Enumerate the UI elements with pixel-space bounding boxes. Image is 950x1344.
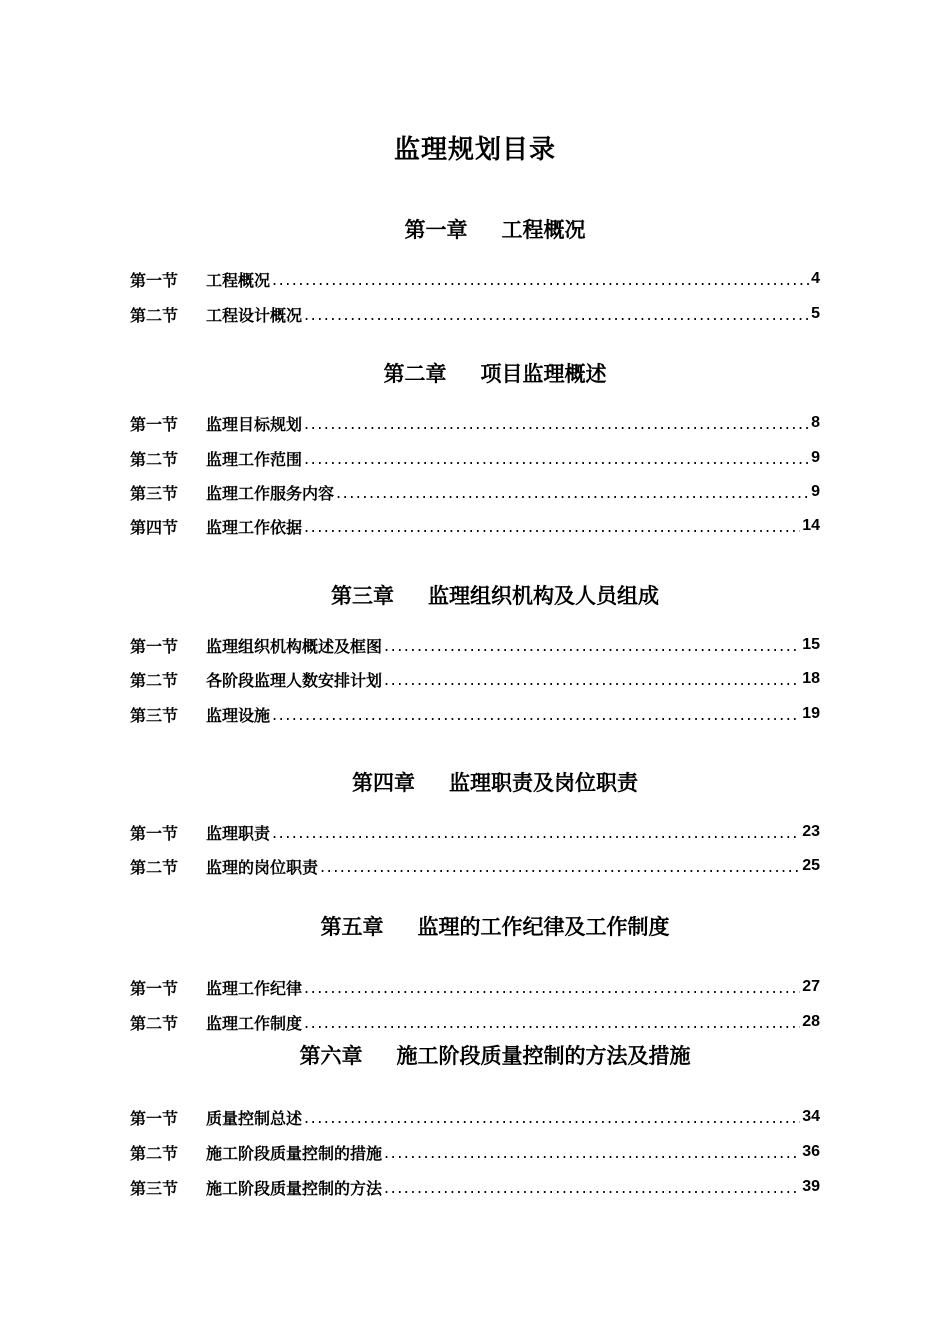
chapter-number: 第三章 — [331, 584, 394, 608]
dot-leader — [384, 1143, 800, 1162]
chapter-title: 监理职责及岗位职责 — [449, 771, 638, 795]
dot-leader — [304, 1013, 800, 1032]
page-number: 14 — [802, 517, 820, 534]
section-number: 第一节 — [130, 270, 179, 290]
section-number: 第三节 — [130, 1178, 179, 1198]
chapter-title: 施工阶段质量控制的方法及措施 — [396, 1044, 691, 1068]
section-title: 监理工作纪律 — [206, 978, 303, 998]
toc-entry[interactable] — [130, 1137, 820, 1167]
chapter-heading-4 — [0, 767, 950, 799]
section-number: 第一节 — [130, 414, 179, 434]
page-number: 25 — [802, 857, 820, 874]
section-number: 第二节 — [130, 1013, 179, 1033]
dot-leader — [384, 670, 800, 689]
toc-entry[interactable] — [130, 443, 820, 473]
dot-leader — [320, 857, 800, 876]
page-number: 18 — [802, 670, 820, 687]
section-number: 第二节 — [130, 1143, 179, 1163]
toc-entry[interactable] — [130, 264, 820, 294]
section-title: 施工阶段质量控制的措施 — [206, 1143, 383, 1163]
chapter-title: 项目监理概述 — [480, 362, 607, 386]
section-title: 施工阶段质量控制的方法 — [206, 1178, 383, 1198]
chapter-heading-1 — [0, 214, 950, 246]
document-title: 监理规划目录 — [393, 135, 556, 165]
dot-leader — [272, 705, 800, 724]
page-number: 19 — [802, 705, 820, 722]
toc-entry[interactable] — [130, 1102, 820, 1132]
section-number: 第一节 — [130, 636, 179, 656]
section-number: 第一节 — [130, 823, 179, 843]
page-number: 34 — [802, 1108, 820, 1125]
section-title: 监理职责 — [206, 823, 271, 843]
toc-entry[interactable] — [130, 699, 820, 729]
section-title: 监理设施 — [206, 705, 271, 725]
section-number: 第二节 — [130, 857, 179, 877]
section-number: 第一节 — [130, 1108, 179, 1128]
section-title: 监理目标规划 — [206, 414, 303, 434]
chapter-number: 第五章 — [320, 915, 384, 939]
section-number: 第三节 — [130, 705, 179, 725]
section-title: 各阶段监理人数安排计划 — [206, 670, 383, 690]
section-title: 监理的岗位职责 — [206, 857, 319, 877]
dot-leader — [384, 1178, 800, 1197]
page-number: 23 — [802, 823, 820, 840]
section-title: 工程概况 — [206, 270, 271, 290]
dot-leader — [272, 270, 809, 289]
page-number: 39 — [802, 1178, 820, 1195]
toc-entry[interactable] — [130, 477, 820, 507]
section-number: 第四节 — [130, 517, 179, 537]
page-number: 15 — [802, 636, 820, 653]
chapter-number: 第二章 — [383, 362, 447, 386]
chapter-number: 第六章 — [299, 1044, 363, 1068]
section-number: 第一节 — [130, 978, 179, 998]
section-number: 第二节 — [130, 449, 179, 469]
toc-entry[interactable] — [130, 408, 820, 438]
page-number: 28 — [802, 1013, 820, 1030]
toc-entry[interactable] — [130, 817, 820, 847]
chapter-title: 监理的工作纪律及工作制度 — [417, 915, 670, 939]
section-number: 第三节 — [130, 483, 179, 503]
section-title: 监理工作依据 — [206, 517, 303, 537]
page-number: 27 — [802, 978, 820, 995]
dot-leader — [272, 823, 800, 842]
page-number: 4 — [811, 270, 820, 287]
toc-entry[interactable] — [130, 972, 820, 1002]
dot-leader — [304, 517, 800, 536]
dot-leader — [336, 483, 809, 502]
section-number: 第二节 — [130, 670, 179, 690]
page-number: 9 — [811, 483, 820, 500]
section-title: 监理工作服务内容 — [206, 483, 335, 503]
chapter-heading-5 — [0, 911, 950, 943]
chapter-number: 第一章 — [404, 218, 468, 242]
chapter-title: 工程概况 — [501, 218, 586, 242]
dot-leader — [304, 414, 809, 433]
dot-leader — [304, 449, 809, 468]
dot-leader — [304, 305, 809, 324]
section-title: 监理工作范围 — [206, 449, 303, 469]
chapter-heading-6 — [0, 1040, 950, 1072]
chapter-number: 第四章 — [352, 771, 415, 795]
page-number: 8 — [811, 414, 820, 431]
section-number: 第二节 — [130, 305, 179, 325]
chapter-heading-2 — [0, 358, 950, 390]
toc-entry[interactable] — [130, 664, 820, 694]
page-number: 5 — [811, 305, 820, 322]
section-title: 工程设计概况 — [206, 305, 303, 325]
toc-entry[interactable] — [130, 630, 820, 660]
page-number: 9 — [811, 449, 820, 466]
section-title: 质量控制总述 — [206, 1108, 303, 1128]
toc-entry[interactable] — [130, 511, 820, 541]
toc-entry[interactable] — [130, 1172, 820, 1202]
dot-leader — [384, 636, 800, 655]
page-number: 36 — [802, 1143, 820, 1160]
chapter-title: 监理组织机构及人员组成 — [428, 584, 659, 608]
section-title: 监理工作制度 — [206, 1013, 303, 1033]
chapter-heading-3 — [0, 580, 950, 612]
dot-leader — [304, 978, 800, 997]
toc-entry[interactable] — [130, 851, 820, 881]
toc-entry[interactable] — [130, 1007, 820, 1037]
dot-leader — [304, 1108, 800, 1127]
toc-entry[interactable] — [130, 299, 820, 329]
section-title: 监理组织机构概述及框图 — [206, 636, 383, 656]
